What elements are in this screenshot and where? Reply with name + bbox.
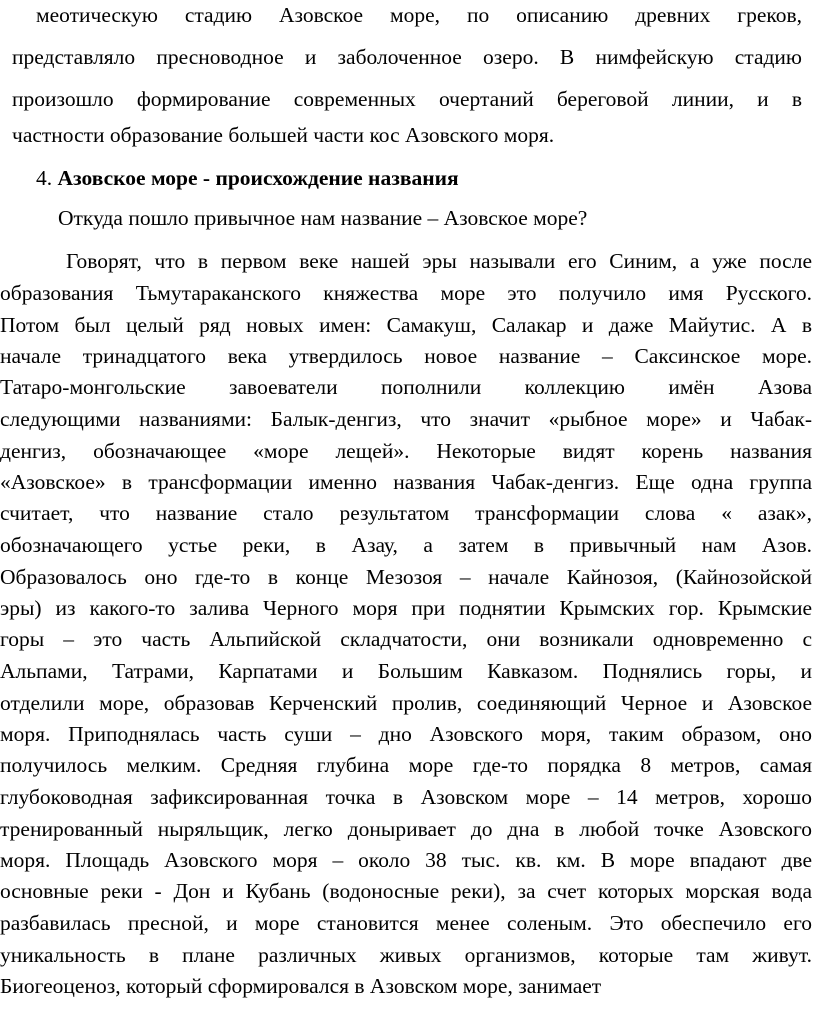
- body-line-1: Говорят, что в первом веке нашей эры называли его Синим, а уже после: [66, 249, 812, 273]
- body-line-10: обозначающего устье реки, в Азау, а затем в привычный нам Азов.: [0, 533, 812, 557]
- intro-line-1: меотическую стадию Азовское море, по описанию древних греков,: [36, 3, 802, 27]
- body-line-23: уникальность в плане различных живых организмов, которые там живут.: [0, 943, 812, 967]
- body-line-24: Биогеоценоз, который сформировался в Азовском море, занимает: [0, 974, 602, 998]
- body-line-13: горы – это часть Альпийской складчатости, они возникали одновременно с: [0, 627, 812, 651]
- question-line: Откуда пошло привычное нам название – Азовское море?: [58, 206, 588, 230]
- section-heading: [36, 165, 459, 191]
- body-line-2: образования Тьмутараканского княжества море это получило имя Русского.: [0, 281, 812, 305]
- body-line-8: «Азовское» в трансформации именно названия Чабак-денгиз. Еще одна группа: [0, 470, 812, 494]
- body-line-12: эры) из какого-то залива Черного моря при поднятии Крымских гор. Крымские: [0, 596, 812, 620]
- body-line-7: денгиз, обозначающее «море лещей». Некоторые видят корень названия: [0, 439, 812, 463]
- body-line-9: считает, что название стало результатом трансформации слова « азак»,: [0, 501, 812, 525]
- body-line-21: основные реки - Дон и Кубань (водоносные реки), за счет которых морская вода: [0, 879, 812, 903]
- section-title: Азовское море - происхождение названия: [57, 166, 459, 190]
- intro-line-4: частности образование большей части кос Азовского моря.: [12, 123, 555, 147]
- body-line-19: тренированный ныряльщик, легко доныривает до дна в любой точке Азовского: [0, 817, 812, 841]
- section-number: 4.: [36, 166, 53, 190]
- body-line-5: Татаро-монгольские завоеватели пополнили коллекцию имён Азова: [0, 375, 812, 399]
- body-line-16: моря. Приподнялась часть суши – дно Азовского моря, таким образом, оно: [0, 722, 812, 746]
- intro-line-2: представляло пресноводное и заболоченное озеро. В нимфейскую стадию: [12, 45, 802, 69]
- body-line-18: глубоководная зафиксированная точка в Азовском море – 14 метров, хорошо: [0, 785, 812, 809]
- body-line-15: отделили море, образовав Керченский пролив, соединяющий Черное и Азовское: [0, 691, 812, 715]
- intro-line-3: произошло формирование современных очертаний береговой линии, и в: [12, 87, 802, 111]
- body-line-14: Альпами, Татрами, Карпатами и Большим Кавказом. Поднялись горы, и: [0, 659, 812, 683]
- body-line-17: получилось мелким. Средняя глубина море где-то порядка 8 метров, самая: [0, 753, 812, 777]
- body-line-20: моря. Площадь Азовского моря – около 38 тыс. кв. км. В море впадают две: [0, 848, 812, 872]
- body-line-3: Потом был целый ряд новых имен: Самакуш, Салакар и даже Майутис. А в: [0, 313, 812, 337]
- body-line-4: начале тринадцатого века утвердилось новое название – Саксинское море.: [0, 344, 812, 368]
- body-line-22: разбавилась пресной, и море становится менее соленым. Это обеспечило его: [0, 911, 812, 935]
- body-line-11: Образовалось оно где-то в конце Мезозоя – начале Кайнозоя, (Кайнозойской: [0, 565, 812, 589]
- body-line-6: следующими названиями: Балык-денгиз, что значит «рыбное море» и Чабак-: [0, 407, 812, 431]
